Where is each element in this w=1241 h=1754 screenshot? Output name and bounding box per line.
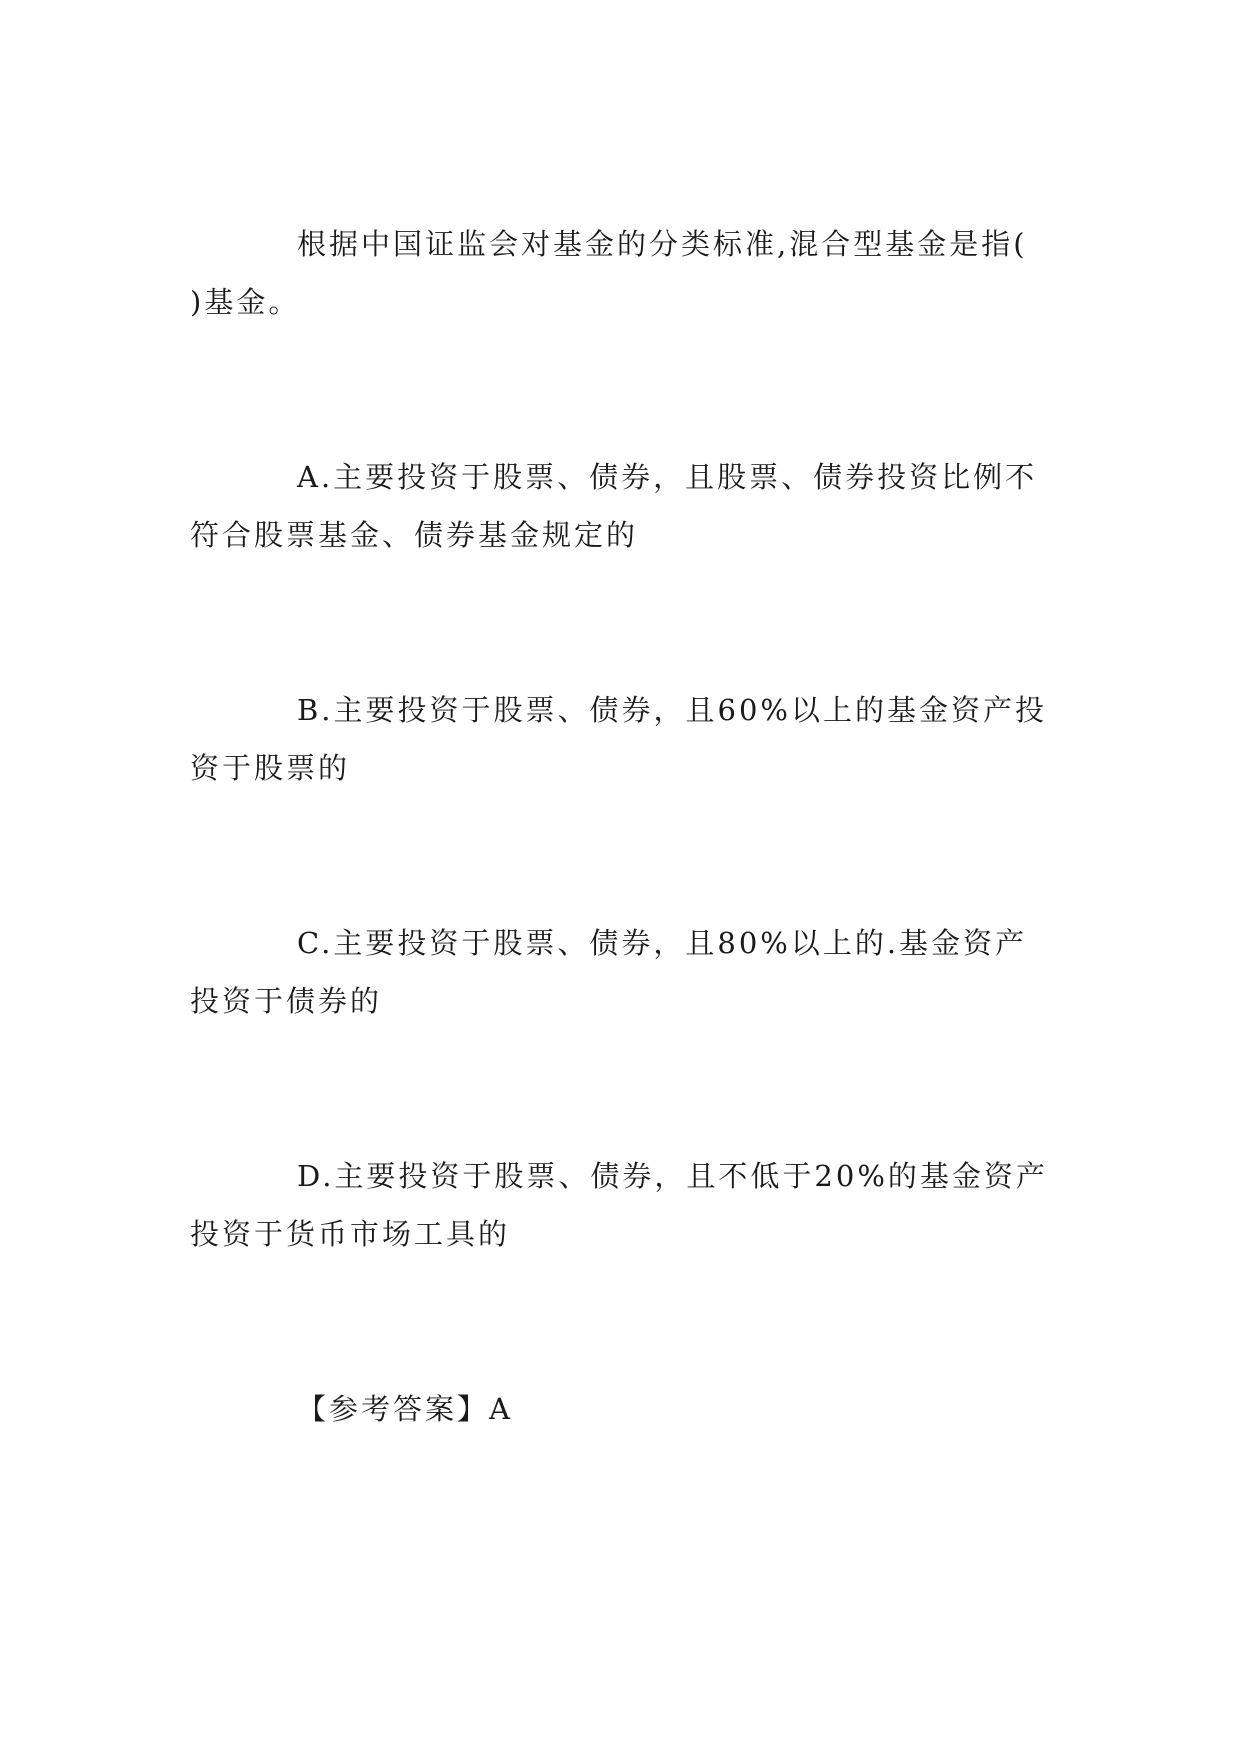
option-c: C.主要投资于股票、债券，且80%以上的.基金资产投资于债券的 bbox=[190, 926, 1028, 1018]
option-b: B.主要投资于股票、债券，且60%以上的基金资产投资于股票的 bbox=[190, 693, 1047, 785]
option-d: D.主要投资于股票、债券，且不低于20%的基金资产投资于货币市场工具的 bbox=[190, 1159, 1048, 1251]
question-stem: 根据中国证监会对基金的分类标准,混合型基金是指( )基金。 bbox=[190, 227, 1092, 319]
reference-answer: 【参考答案】A bbox=[297, 1392, 513, 1426]
option-a: A.主要投资于股票、债券，且股票、债券投资比例不符合股票基金、债券基金规定的 bbox=[190, 460, 1038, 552]
